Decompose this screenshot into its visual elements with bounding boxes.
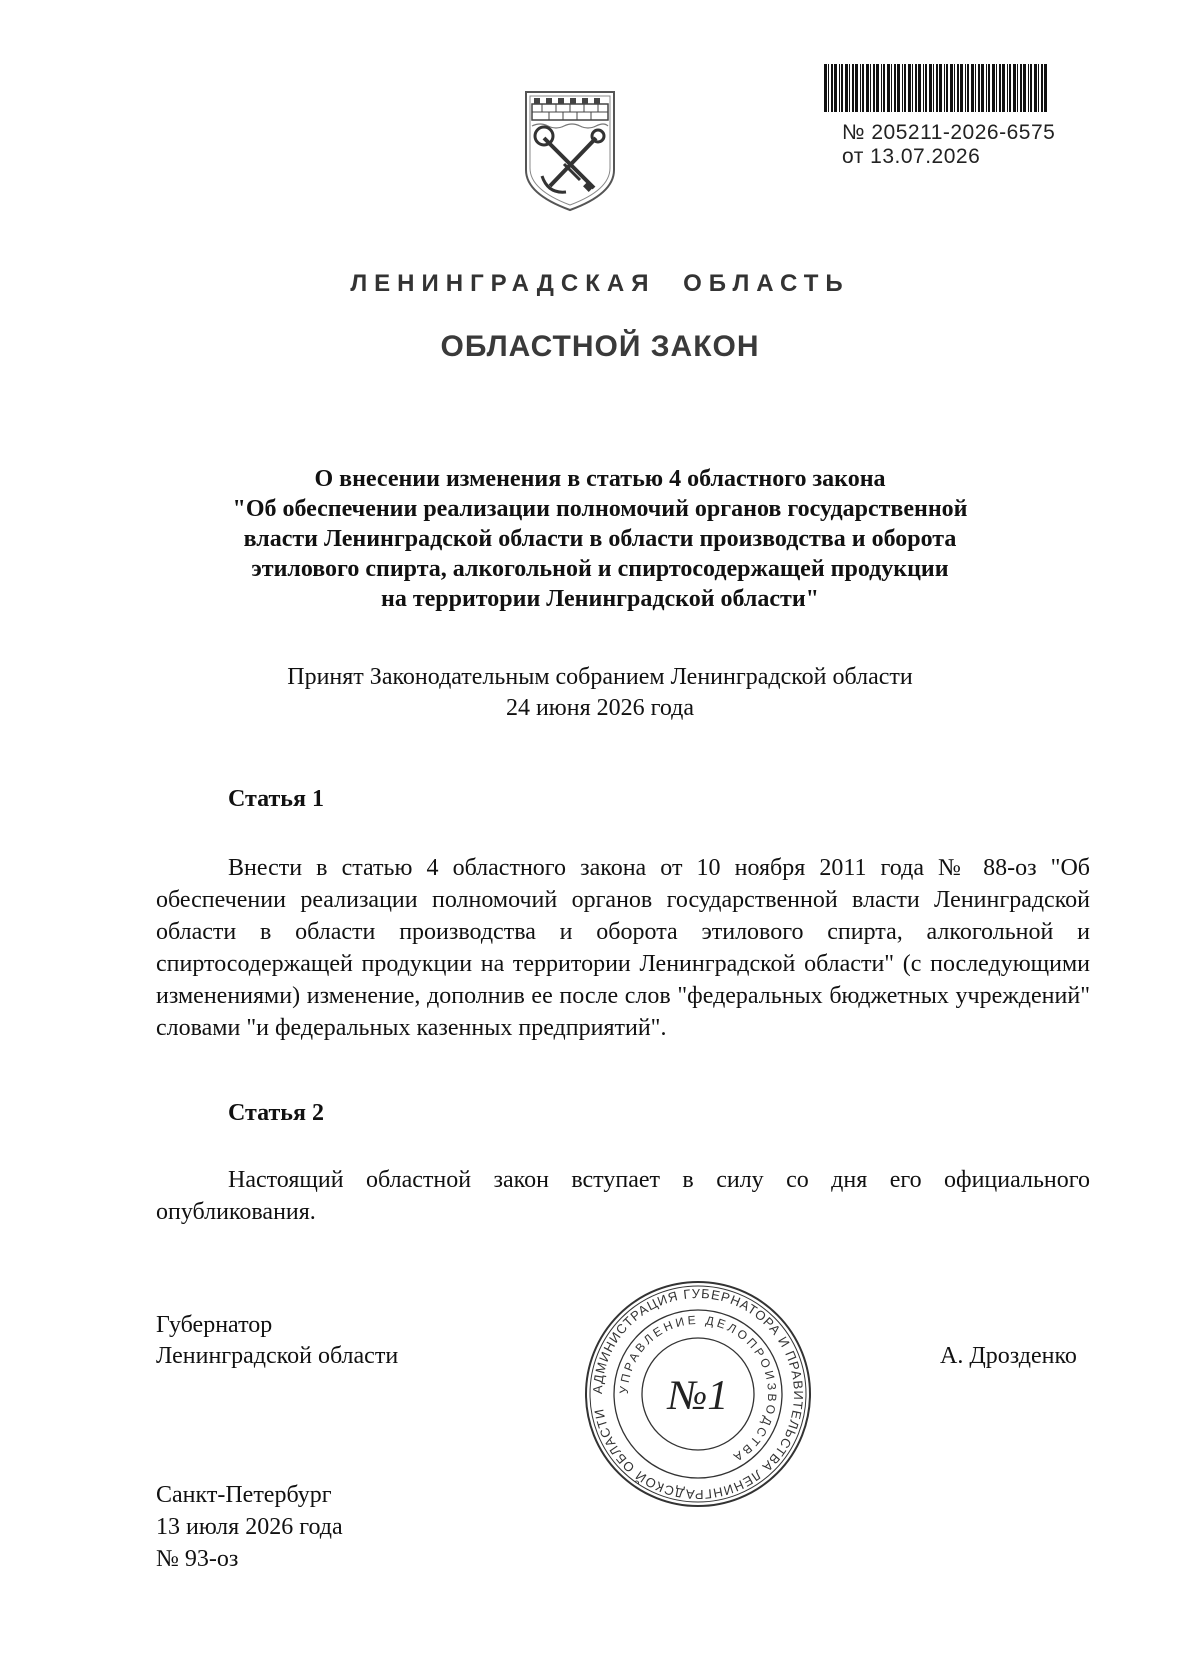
barcode-bar <box>999 64 1001 112</box>
barcode-bar <box>1038 64 1039 112</box>
barcode-bar <box>1020 64 1022 112</box>
stamp-outer-text: АДМИНИСТРАЦИЯ ГУБЕРНАТОРА И ПРАВИТЕЛЬСТВА ЛЕНИНГРАДСКОЙ ОБЛАСТИ <box>589 1285 807 1503</box>
barcode-bar <box>912 64 913 112</box>
barcode-bar <box>946 64 948 112</box>
law-title-line: на территории Ленинградской области" <box>381 586 819 612</box>
barcode-bar <box>866 64 869 112</box>
barcode-bar <box>1002 64 1005 112</box>
article-2-heading: Статья 2 <box>228 1100 324 1126</box>
article-2-text: Настоящий областной закон вступает в силу со дня его официального опубликования. <box>156 1167 1090 1225</box>
barcode-bar <box>897 64 900 112</box>
registration-number: № 205211-2026-6575 <box>842 121 1056 144</box>
barcode-bar <box>986 64 987 112</box>
barcode-bar <box>957 64 959 112</box>
article-1-text: Внести в статью 4 областного закона от 10 ноября 2011 года № 88-оз "Об обеспечении реализации полномочий органов государственной власти Ленинградской области в области производства и оборота этилового спирта, алкогольной и спиртосодержащей продукции на территории Ленинградской области" (с последующими изменениями) изменение, дополнив ее после слов "федеральных бюджетных учреждений" словами "и федеральных казенных предприятий". <box>156 855 1090 1041</box>
barcode-bar <box>933 64 934 112</box>
barcode-bar <box>1028 64 1029 112</box>
barcode-bar <box>902 64 903 112</box>
barcode-bar <box>971 64 974 112</box>
barcode-bar <box>845 64 848 112</box>
law-title-line: О внесении изменения в статью 4 областного закона <box>314 466 886 492</box>
barcode-bar <box>1009 64 1011 112</box>
barcode-bar <box>950 64 953 112</box>
official-stamp <box>583 1279 813 1509</box>
barcode <box>822 64 1050 112</box>
barcode-bar <box>1034 64 1037 112</box>
barcode-bar <box>881 64 882 112</box>
barcode-bar <box>904 64 906 112</box>
signer-role: Губернатор <box>156 1312 273 1338</box>
barcode-bar <box>908 64 911 112</box>
registration-date: от 13.07.2026 <box>842 145 981 168</box>
barcode-bar <box>925 64 927 112</box>
barcode-bar <box>1044 64 1047 112</box>
barcode-bar <box>883 64 885 112</box>
barcode-bar <box>860 64 861 112</box>
barcode-bar <box>954 64 955 112</box>
law-title-line: "Об обеспечении реализации полномочий органов государственной <box>232 496 968 522</box>
barcode-bar <box>1030 64 1032 112</box>
stamp-center-number: №1 <box>667 1373 729 1419</box>
barcode-bar <box>965 64 966 112</box>
law-title-line: власти Ленинградской области в области производства и оборота <box>243 526 957 552</box>
barcode-bar <box>828 64 829 112</box>
barcode-bar <box>1023 64 1026 112</box>
barcode-bar <box>929 64 932 112</box>
barcode-bar <box>852 64 854 112</box>
region-heading: ЛЕНИНГРАДСКАЯ ОБЛАСТЬ <box>350 270 850 297</box>
stamp-inner-text: УПРАВЛЕНИЕ ДЕЛОПРОИЗВОДСТВА <box>616 1312 780 1466</box>
signer-name: А. Дрозденко <box>940 1343 1077 1369</box>
barcode-bar <box>855 64 858 112</box>
barcode-bar <box>873 64 875 112</box>
barcode-bar <box>824 64 827 112</box>
barcode-bar <box>849 64 850 112</box>
barcode-bar <box>870 64 871 112</box>
barcode-bar <box>887 64 890 112</box>
barcode-bar <box>891 64 892 112</box>
barcode-bar <box>978 64 980 112</box>
coat-of-arms-emblem <box>520 86 620 214</box>
barcode-bar <box>1041 64 1043 112</box>
barcode-bar <box>876 64 879 112</box>
barcode-bar <box>936 64 938 112</box>
adoption-note: Принят Законодательным собранием Ленинградской области <box>287 664 913 690</box>
law-title <box>120 464 1080 614</box>
barcode-bar <box>841 64 843 112</box>
barcode-bar <box>1007 64 1008 112</box>
article-1-heading: Статья 1 <box>228 786 324 812</box>
barcode-bar <box>992 64 995 112</box>
barcode-bar <box>894 64 896 112</box>
barcode-bar <box>915 64 917 112</box>
barcode-bar <box>996 64 997 112</box>
barcode-bar <box>975 64 976 112</box>
adoption-date: 24 июня 2026 года <box>505 695 695 721</box>
barcode-bar <box>918 64 921 112</box>
barcode-bar <box>923 64 924 112</box>
barcode-bar <box>839 64 840 112</box>
law-title-line: этилового спирта, алкогольной и спиртосодержащей продукции <box>251 556 949 582</box>
barcode-bar <box>834 64 837 112</box>
barcode-bar <box>988 64 990 112</box>
barcode-bar <box>981 64 984 112</box>
barcode-bar <box>1017 64 1018 112</box>
signer-region: Ленинградской области <box>156 1343 399 1369</box>
signing-place: Санкт-Петербург <box>156 1482 332 1508</box>
document-type: ОБЛАСТНОЙ ЗАКОН <box>440 330 760 363</box>
barcode-bar <box>831 64 833 112</box>
barcode-bar <box>862 64 864 112</box>
signing-date: 13 июля 2026 года <box>156 1514 343 1540</box>
barcode-bar <box>944 64 945 112</box>
barcode-bar <box>1013 64 1016 112</box>
law-number: № 93-оз <box>156 1546 239 1572</box>
barcode-bar <box>939 64 942 112</box>
barcode-bar <box>967 64 969 112</box>
barcode-bar <box>960 64 963 112</box>
